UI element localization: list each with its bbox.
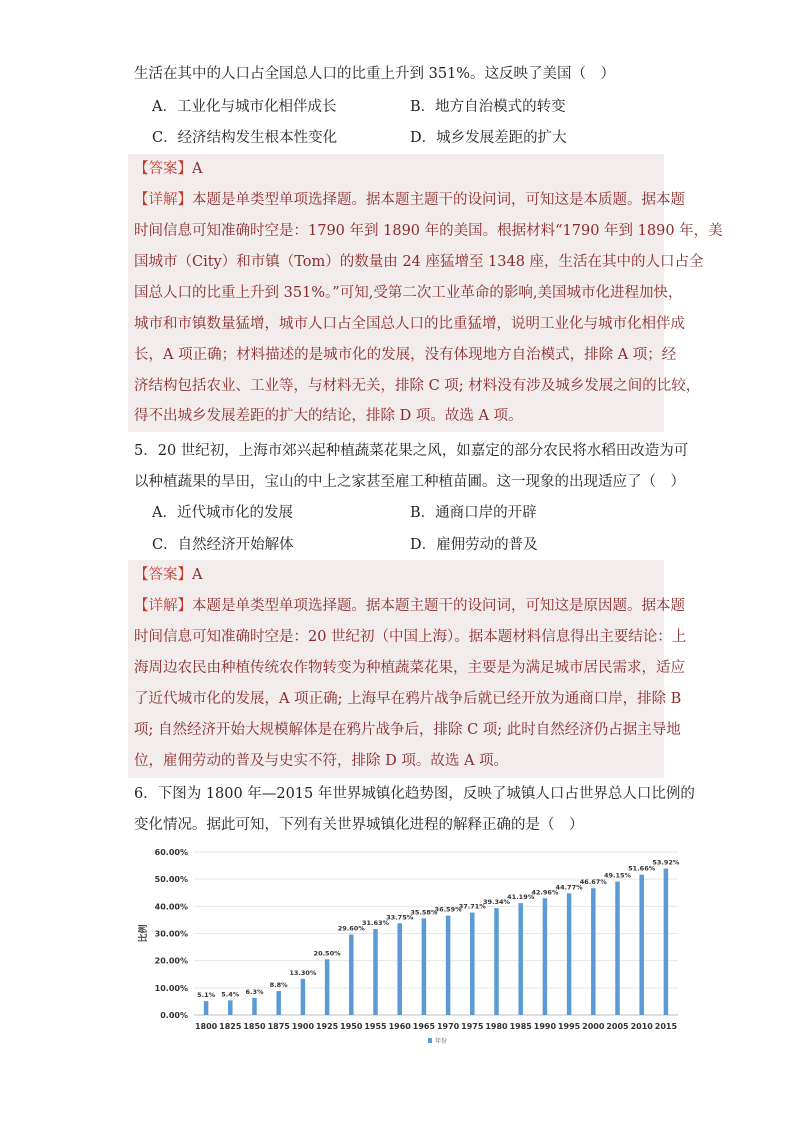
q5-detail-line-6: 位，雇佣劳动的普及与史实不符，排除 D 项。故选 A 项。 xyxy=(134,753,509,769)
data-label: 33.75% xyxy=(386,913,414,922)
q4-detail-line-8: 得不出城乡发展差距的扩大的结论，排除 D 项。故选 A 项。 xyxy=(134,408,523,424)
data-label: 39.34% xyxy=(482,898,511,907)
bar xyxy=(276,991,281,1015)
q4-answer-tag: 【答案】 xyxy=(134,161,192,177)
bar xyxy=(470,913,475,1015)
data-label: 44.77% xyxy=(555,883,583,892)
x-tick-label: 1825 xyxy=(219,1022,242,1031)
x-tick-label: 1960 xyxy=(388,1022,411,1031)
q5-detail-text-1: 本题是单类型单项选择题。据本题主题干的设问词，可知这是原因题。据本题 xyxy=(192,598,685,614)
q4-option-c[interactable]: C．经济结构发生根本性变化 xyxy=(152,130,338,146)
x-tick-label: 2015 xyxy=(654,1022,678,1031)
q4-answer-value: A xyxy=(192,161,203,177)
q5-detail-line-2: 时间信息可知准确时空是：20 世纪初（中国上海）。据本题材料信息得出主要结论：上 xyxy=(134,629,687,645)
q5-detail-line-4: 了近代城市化的发展，A 项正确; 上海早在鸦片战争后就已经开放为通商口岸，排除 B xyxy=(134,691,682,707)
q4-detail-line-3: 国城市（City）和市镇（Tom）的数量由 24 座猛增至 1348 座，生活在其中的人口占全 xyxy=(134,254,704,270)
y-tick-label: 50.00% xyxy=(154,875,188,885)
data-label: 36.59% xyxy=(434,905,462,914)
q5-detail-line-5: 项; 自然经济开始大规模解体是在鸦片战争后，排除 C 项; 此时自然经济仍占据主导地 xyxy=(134,722,681,738)
q4-option-a[interactable]: A．工业化与城市化相伴成长 xyxy=(152,99,337,115)
bar xyxy=(639,875,644,1015)
x-tick-label: 2005 xyxy=(606,1022,629,1031)
q5-answer-value: A xyxy=(192,567,203,583)
q4-detail-text-1: 本题是单类型单项选择题。据本题主题干的设问词，可知这是本质题。据本题 xyxy=(192,192,685,208)
q4-detail-tag: 【详解】 xyxy=(134,192,192,208)
x-tick-label: 1875 xyxy=(267,1022,290,1031)
data-label: 29.60% xyxy=(337,924,365,933)
q5-answer-block xyxy=(128,560,687,778)
q5-stem-line-1: 5．20 世纪初，上海市郊兴起种植蔬菜花果之风，如嘉定的部分农民将水稻田改造为可 xyxy=(134,443,689,459)
q4-option-d[interactable]: D．城乡发展差距的扩大 xyxy=(410,130,567,146)
data-label: 37.71% xyxy=(458,902,486,911)
x-tick-label: 1970 xyxy=(436,1022,460,1031)
q5-answer-line xyxy=(134,565,202,585)
x-tick-label: 1980 xyxy=(485,1022,508,1031)
x-tick-label: 1985 xyxy=(509,1022,532,1031)
bar xyxy=(494,908,499,1015)
x-tick-label: 1990 xyxy=(533,1022,557,1031)
q4-option-b[interactable]: B．地方自治模式的转变 xyxy=(410,99,566,115)
y-axis-title: 比例 xyxy=(139,924,149,943)
x-tick-label: 2010 xyxy=(630,1022,653,1031)
q6-stem-line-2: 变化情况。据此可知，下列有关世界城镇化进程的解释正确的是（ ） xyxy=(134,817,584,833)
bar xyxy=(373,929,378,1015)
data-label: 5.1% xyxy=(197,991,216,1000)
data-label: 8.8% xyxy=(269,981,288,990)
q5-option-d[interactable]: D．雇佣劳动的普及 xyxy=(410,537,538,553)
data-label: 20.50% xyxy=(313,949,341,958)
bar xyxy=(301,979,306,1015)
x-tick-label: 1975 xyxy=(461,1022,484,1031)
data-label: 6.3% xyxy=(245,987,264,996)
bar xyxy=(664,869,669,1015)
data-label: 46.67% xyxy=(579,878,607,887)
bar xyxy=(567,893,572,1015)
q4-detail-line-2: 时间信息可知准确时空是：1790 年到 1890 年的美国。根据材料“1790 年到 1890 年，美 xyxy=(134,223,723,239)
q5-stem-line-2: 以种植蔬果的旱田，宝山的中上之家甚至雇工种植苗圃。这一现象的出现适应了（ ） xyxy=(134,474,685,490)
x-tick-label: 1850 xyxy=(243,1022,266,1031)
bar xyxy=(204,1001,209,1015)
legend-label: 年份 xyxy=(435,1038,448,1045)
bar xyxy=(591,888,596,1015)
bar xyxy=(397,923,402,1015)
x-tick-label: 1955 xyxy=(364,1022,387,1031)
x-tick-label: 1965 xyxy=(412,1022,436,1031)
q5-option-a[interactable]: A．近代城市化的发展 xyxy=(152,505,293,521)
bar xyxy=(543,898,548,1015)
q5-detail-line-3: 海周边农民由种植传统农作物转变为种植蔬菜花果，主要是为满足城市居民需求，适应 xyxy=(134,660,685,676)
y-tick-label: 0.00% xyxy=(160,1011,188,1020)
bar xyxy=(518,903,523,1015)
data-label: 5.4% xyxy=(221,990,240,999)
q5-detail-tag: 【详解】 xyxy=(134,598,192,614)
bar xyxy=(615,881,620,1015)
data-label: 42.96% xyxy=(531,888,559,897)
x-tick-label: 1995 xyxy=(557,1022,581,1031)
bar xyxy=(228,1000,233,1015)
data-label: 13.30% xyxy=(289,968,317,977)
data-label: 51.66% xyxy=(628,864,656,873)
x-tick-label: 1925 xyxy=(315,1022,339,1031)
x-tick-label: 1950 xyxy=(340,1022,363,1031)
q4-stem-tail: 生活在其中的人口占全国总人口的比重上升到 351%。这反映了美国（ ） xyxy=(134,66,616,82)
data-label: 53.92% xyxy=(652,858,680,867)
y-tick-label: 10.00% xyxy=(154,983,188,993)
bar xyxy=(446,916,451,1015)
urbanization-chart xyxy=(132,840,684,1048)
q5-option-c[interactable]: C．自然经济开始解体 xyxy=(152,537,294,553)
x-tick-label: 2000 xyxy=(582,1022,605,1031)
q5-detail-line-1 xyxy=(134,596,685,616)
q4-detail-line-5: 城市和市镇数量猛增，城市人口占全国总人口的比重猛增，说明工业化与城市化相伴成 xyxy=(134,316,685,332)
bar xyxy=(325,959,330,1015)
legend-swatch xyxy=(428,1038,432,1043)
q4-detail-line-6: 长，A 项正确；材料描述的是城市化的发展，没有体现地方自治模式，排除 A 项；经 xyxy=(134,347,677,363)
q5-option-b[interactable]: B．通商口岸的开辟 xyxy=(410,505,537,521)
urbanization-chart-svg xyxy=(132,840,684,1048)
data-label: 31.63% xyxy=(361,919,390,928)
y-tick-label: 60.00% xyxy=(154,848,188,857)
y-tick-label: 40.00% xyxy=(154,902,188,912)
x-tick-label: 1900 xyxy=(291,1022,315,1031)
data-label: 35.58% xyxy=(410,908,438,917)
q6-stem-line-1: 6．下图为 1800 年—2015 年世界城镇化趋势图，反映了城镇人口占世界总人口比例的 xyxy=(134,786,695,802)
q4-detail-line-4: 国总人口的比重上升到 351%。”可知,受第二次工业革命的影响,美国城市化进程加快， xyxy=(134,285,683,301)
y-tick-label: 20.00% xyxy=(154,956,188,966)
q4-answer-line xyxy=(134,159,202,179)
q5-answer-tag: 【答案】 xyxy=(134,567,192,583)
q4-detail-line-1 xyxy=(134,190,685,210)
data-label: 41.19% xyxy=(507,893,535,902)
data-label: 49.15% xyxy=(603,871,632,880)
y-tick-label: 30.00% xyxy=(154,929,188,939)
x-tick-label: 1800 xyxy=(194,1022,218,1031)
bar xyxy=(422,918,427,1015)
q4-answer-block xyxy=(128,154,723,432)
bar xyxy=(252,998,257,1015)
bar xyxy=(349,935,354,1015)
q4-detail-line-7: 济结构包括农业、工业等，与材料无关，排除 C 项; 材料没有涉及城乡发展之间的比较， xyxy=(134,378,701,394)
